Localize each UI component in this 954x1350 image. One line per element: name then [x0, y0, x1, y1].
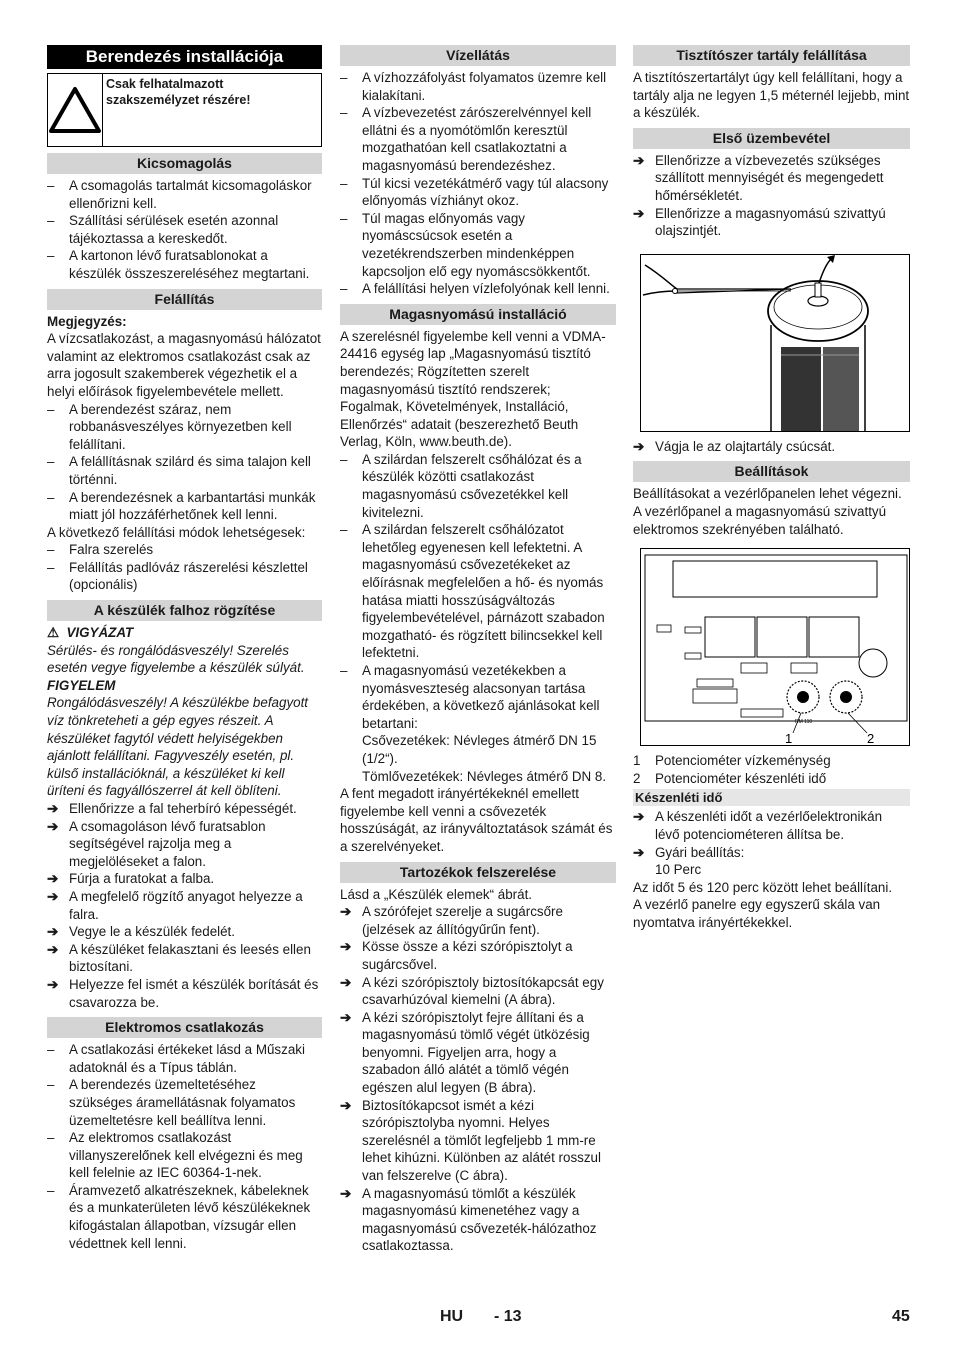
arrow-icon: ➔ [633, 844, 645, 860]
control-panel-figure [640, 548, 910, 746]
arrow-icon: ➔ [340, 904, 352, 920]
step-item: ➔ A kézi szórópisztoly biztosítókapcsát egy csavarhúzóval kiemelni (A ábra). [340, 974, 604, 1008]
panel-label: RM 110 [795, 719, 813, 726]
step-item: ➔ Ellenőrizze a magasnyomású szivattyú olajszintjét. [633, 205, 886, 239]
warning-triangle-icon [48, 74, 103, 146]
standby-text-2: A vezérlő panelre egy egyszerű skála van nyomtatva irányértékekkel. [633, 897, 881, 930]
list-item: – A berendezésnek a karbantartási munkák miatt jól hozzáférhetőnek kell lenni. [47, 489, 316, 523]
subsection-title-standby: Készenléti idő [633, 789, 910, 806]
section-title-accessories: Tartozékok felszerelése [340, 862, 616, 883]
control-panel-illustration [641, 549, 911, 745]
list-item: – A vízhozzáfolyást folyamatos üzemre kell kialakítani. [340, 70, 607, 103]
step-item: ➔ Biztosítókapcsot ismét a kézi szórópisztolyba nyomni. Helyes szerelésnél a tömlőt legfeljebb 1 mm-re lehet kihúzni. Különben az alátét rosszul van felszerelve (C ábra). [340, 1097, 601, 1184]
note-text: A vízcsatlakozást, a magasnyomású hálózatot valamint az elektromos csatlakozást csak az arra jogosult szakemberek végezhetik el a helyi előírások figyelembevétele mellett. [47, 331, 321, 399]
list-item: – A csomagolás tartalmát kicsomagoláskor ellenőrizni kell. [47, 178, 312, 211]
list-item: – Falra szerelés [47, 542, 154, 558]
list-item: – A csatlakozási értékeket lásd a Műszaki adatoknál és a Típus táblán. [47, 1042, 305, 1075]
arrow-icon: ➔ [340, 1097, 352, 1113]
callout-1: 1 [785, 731, 793, 746]
legend-item: 2 Potenciométer készenléti idő [633, 770, 827, 786]
column-2 [340, 44, 616, 1255]
list-item: – A berendezés üzemeltetéséhez szükséges áramellátásnak folyamatos üzemeltetésre kell beállítva lenni. [47, 1077, 296, 1128]
list-item: – A felállítási helyen vízlefolyónak kell lenni. [340, 281, 610, 297]
arrow-icon: ➔ [47, 976, 59, 992]
arrow-icon: ➔ [340, 939, 352, 955]
step-item: ➔ Fúrja a furatokat a falba. [47, 871, 215, 887]
section-title-settings: Beállítások [633, 461, 910, 482]
footer-language: HU [440, 1308, 464, 1325]
acc-intro: Lásd a „Készülék elemek“ ábrát. [340, 886, 533, 902]
arrow-icon: ➔ [340, 974, 352, 990]
list-item: – A vízbevezetést zárószerelvénnyel kell ellátni és a nyomótömlőn keresztül mozgathatóan kell csatlakoztatni a magasnyomású berendezéshez. [340, 105, 592, 173]
list-item: – Túl magas előnyomás vagy nyomáscsúcsok esetén a vezetékrendszerben mindenképpen kapcsoljon elő egy nyomáscsökkentőt. [340, 210, 591, 279]
oil-tank-illustration [641, 255, 911, 431]
step-item: ➔ Kösse össze a kézi szórópisztolyt a sugárcsővel. [340, 939, 573, 972]
arrow-icon: ➔ [47, 801, 59, 816]
hose-spec: Tömlővezetékek: Névleges átmérő DN 8. [362, 768, 607, 784]
step-item: ➔ Vegye le a készülék fedelét. [47, 924, 236, 940]
section-title-high-pressure: Magasnyomású installáció [340, 304, 616, 325]
list-item: – Felállítás padlóváz rászerelési készlettel (opcionális) [47, 559, 308, 593]
column-1 [47, 44, 322, 1252]
warning-text: Csak felhatalmazott szakszemélyzet részére! [106, 77, 251, 107]
arrow-icon: ➔ [633, 205, 645, 221]
list-item: – Szállítási sérülések esetén azonnal tájékoztassa a kereskedőt. [47, 213, 279, 246]
step-item: ➔ A kézi szórópisztolyt fejre állítani és a magasnyomású tömlő végét ütközésig benyomni. Figyeljen arra, hogy a szabadon álló alátét a tömlő végén egészen alul legyen (B ábra). [340, 1009, 590, 1096]
section-title-water: Vízellátás [340, 45, 616, 66]
list-item: – A berendezést száraz, nem robbanásveszélyes környezetben kell felállítani. [47, 401, 292, 452]
arrow-icon: ➔ [47, 888, 59, 904]
step-item: ➔ A szórófejet szerelje a sugárcsőre (jelzések az állítógyűrűn fent). [340, 904, 563, 937]
warning-box [47, 73, 322, 147]
arrow-icon: ➔ [47, 818, 59, 834]
arrow-icon: ➔ [47, 871, 59, 887]
arrow-icon: ➔ [340, 1009, 352, 1025]
footer-page-local: - 13 [494, 1308, 522, 1325]
step-item: ➔ Ellenőrizze a fal teherbíró képességét. [47, 801, 297, 816]
pipe-spec: Csővezetékek: Névleges átmérő DN 15 (1/2“). [362, 733, 597, 766]
arrow-icon: ➔ [633, 809, 645, 825]
list-item: – Áramvezető alkatrészeknek, kábeleknek és a munkaterületen lévő készülékeknek kifogástalan állapotban, vízsugár ellen védettnek kell lenni. [47, 1182, 311, 1251]
step-item: ➔ Gyári beállítás: [633, 844, 745, 860]
section-title-first-start: Első üzembevétel [633, 128, 910, 149]
step-item: ➔ A készüléket felakasztani és leesés ellen biztosítani. [47, 941, 311, 975]
note-label: Megjegyzés: [47, 313, 127, 329]
attention-text: Rongálódásveszély! A készülékbe befagyott víz tönkreteheti a gép egyes részeit. A készüléket fagytól védett helyiségekben ajánlott felállítani. Fagyveszély esetén, pl. külső installációknál, a készüléket ki kell üríteni és fagyállószerrel át kell öblíteni. [47, 695, 309, 799]
callout-2: 2 [867, 731, 875, 746]
step-item: ➔ Ellenőrizze a vízbevezetés szükséges szállított mennyiségét és megengedett hőmérsékletét. [633, 152, 884, 203]
hp-outro: A fent megadott irányértékeknél emellett figyelembe kell venni a csővezeték hosszúságát, az irányváltoztatások számát és a szerelvényeket. [340, 786, 613, 854]
modes-intro: A következő felállítási módok lehetségesek: [47, 524, 306, 540]
step-item: ➔ A csomagoláson lévő furatsablon segítségével rajzolja meg a megjelöléseket a falon. [47, 818, 266, 869]
arrow-icon: ➔ [47, 941, 59, 957]
step-item: ➔ A készenléti időt a vezérlőelektronikán lévő potenciométeren állítsa be. [633, 809, 883, 842]
list-item: – A magasnyomású vezetékekben a nyomásveszteség alacsonyan tartása érdekében, a következő ajánlásokat kell betartani: [340, 663, 600, 731]
list-item: – A szilárdan felszerelt csőhálózat és a készülék közötti csatlakozást magasnyomású csővezetékkel kell kivitelezni. [340, 451, 582, 520]
arrow-icon: ➔ [340, 1185, 352, 1201]
arrow-icon: ➔ [47, 924, 59, 940]
section-title-unpacking: Kicsomagolás [47, 153, 322, 174]
settings-text-2: A vezérlőpanel a magasnyomású szivattyú elektromos szekrényében található. [633, 503, 887, 537]
list-item: – A kartonon lévő furatsablonokat a készülék összeszereléséhez megtartani. [47, 248, 310, 281]
attention-label: FIGYELEM [47, 677, 116, 693]
section-title-electric: Elektromos csatlakozás [47, 1017, 322, 1038]
settings-text-1: Beállításokat a vezérlőpanelen lehet végezni. [633, 486, 902, 502]
step-item: ➔ A magasnyomású tömlőt a készülék magasnyomású kimenetéhez vagy a magasnyomású csővezeték-hálózathoz csatlakoztassa. [340, 1185, 597, 1254]
list-item: – A felállításnak szilárd és sima talajon kell történni. [47, 454, 311, 487]
standby-text-1: Az időt 5 és 120 perc között lehet beállítani. [633, 879, 893, 895]
step-item: ➔ Vágja le az olajtartály csúcsát. [633, 438, 836, 454]
section-title-tank: Tisztítószer tartály felállítása [633, 45, 910, 66]
caution-icon: ⚠ [47, 625, 60, 641]
oil-tank-figure [640, 254, 910, 432]
column-3 [633, 44, 910, 931]
arrow-icon: ➔ [633, 438, 645, 454]
caution-text: Sérülés- és rongálódásveszély! Szerelés esetén vegye figyelembe a készülék súlyát. [47, 642, 305, 676]
main-title: Berendezés installációja [47, 45, 322, 69]
legend-item: 1 Potenciométer vízkeménység [633, 753, 831, 769]
factory-value: 10 Perc [655, 862, 702, 878]
tank-text: A tisztítószertartályt úgy kell felállítani, hogy a tartály alja ne legyen 1,5 méternél lejjebb, mint a készülék. [633, 70, 910, 121]
list-item: – A szilárdan felszerelt csőhálózatot lehetőleg egyenesen kell lefektetni. A magasnyomású csővezetékeket az előírásnak megfelelően a hő- és nyomás hatása miatti hosszúságváltozás figyelembevételével, párnázott szabadon mozgatható- és rögzített bilincsekkel kell lefektetni. [340, 522, 605, 661]
footer-page-total: 45 [892, 1308, 910, 1325]
list-item: – Az elektromos csatlakozást villanyszerelőnek kell elvégezni és meg kell felelnie az IEC 60364-1-nek. [47, 1130, 303, 1181]
arrow-icon: ➔ [633, 152, 645, 168]
step-item: ➔ Helyezze fel ismét a készülék borítását és csavarozza be. [47, 976, 319, 1010]
section-title-wall-mount: A készülék falhoz rögzítése [47, 600, 322, 621]
caution-label: ⚠ VIGYÁZAT [47, 625, 134, 641]
list-item: – Túl kicsi vezetékátmérő vagy túl alacsony előnyomás vízhiányt okoz. [340, 175, 609, 209]
section-title-setup: Felállítás [47, 289, 322, 310]
step-item: ➔ A megfelelő rögzítő anyagot helyezze a falra. [47, 888, 303, 922]
hp-intro: A szerelésnél figyelembe kell venni a VDMA-24416 egység lap „Magasnyomású tisztító berendezés; Rögzítetten szerelt magasnyomású tisztító rendszerek; Fogalmak, Követelmények, Installáció, Ellenőrzés“ adatait (beszerezhető Beuth Verlag, Köln, www.beuth.de). [340, 328, 606, 450]
